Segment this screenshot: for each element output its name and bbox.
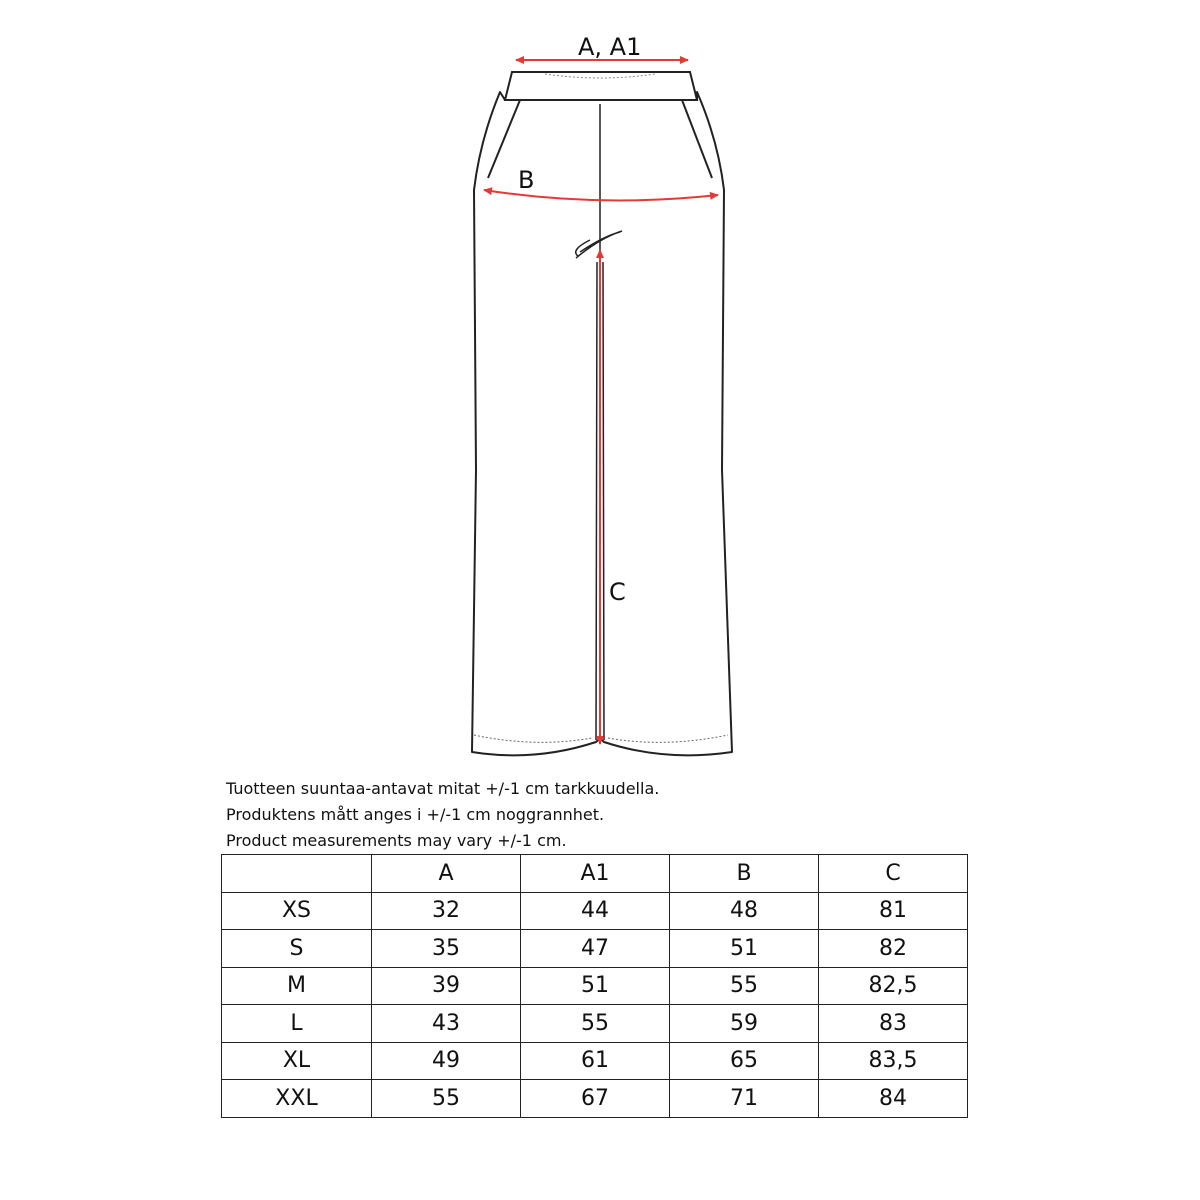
note-english: Product measurements may vary +/-1 cm. [226, 831, 567, 850]
measurement-notes [226, 776, 659, 854]
value-cell: 82 [819, 930, 968, 968]
value-cell: 81 [819, 892, 968, 930]
value-cell: 44 [521, 892, 670, 930]
table-row [222, 1042, 968, 1080]
size-cell: L [222, 1005, 372, 1043]
value-cell: 35 [372, 930, 521, 968]
value-cell: 55 [521, 1005, 670, 1043]
waistband [505, 72, 697, 100]
table-row [222, 967, 968, 1005]
note-swedish: Produktens mått anges i +/-1 cm noggrannhet. [226, 805, 605, 824]
hem-left [474, 735, 592, 742]
table-row [222, 892, 968, 930]
table-header-row [222, 855, 968, 893]
table-row [222, 1005, 968, 1043]
header-cell [222, 855, 372, 893]
table-row [222, 1080, 968, 1118]
value-cell: 82,5 [819, 967, 968, 1005]
waistband-elastic [545, 74, 655, 78]
table-row [222, 930, 968, 968]
value-cell: 65 [670, 1042, 819, 1080]
value-cell: 51 [521, 967, 670, 1005]
size-cell: XXL [222, 1080, 372, 1118]
label-hip: B [518, 166, 535, 194]
value-cell: 83,5 [819, 1042, 968, 1080]
hem-right [608, 735, 728, 742]
value-cell: 67 [521, 1080, 670, 1118]
header-cell: A [372, 855, 521, 893]
value-cell: 83 [819, 1005, 968, 1043]
size-cell: S [222, 930, 372, 968]
header-cell: A1 [521, 855, 670, 893]
size-cell: XS [222, 892, 372, 930]
size-chart-table [221, 854, 968, 1118]
value-cell: 47 [521, 930, 670, 968]
value-cell: 55 [670, 967, 819, 1005]
inner-leg-left [596, 262, 597, 740]
value-cell: 51 [670, 930, 819, 968]
value-cell: 32 [372, 892, 521, 930]
inner-leg-right [603, 262, 604, 740]
value-cell: 61 [521, 1042, 670, 1080]
label-inseam: C [609, 578, 626, 606]
value-cell: 55 [372, 1080, 521, 1118]
value-cell: 43 [372, 1005, 521, 1043]
value-cell: 84 [819, 1080, 968, 1118]
value-cell: 49 [372, 1042, 521, 1080]
label-waist: A, A1 [578, 33, 642, 61]
value-cell: 59 [670, 1005, 819, 1043]
header-cell: C [819, 855, 968, 893]
value-cell: 71 [670, 1080, 819, 1118]
pocket-right [682, 100, 712, 178]
crotch-mark [576, 231, 622, 258]
size-cell: M [222, 967, 372, 1005]
note-finnish: Tuotteen suuntaa-antavat mitat +/-1 cm tarkkuudella. [226, 779, 660, 798]
value-cell: 48 [670, 892, 819, 930]
header-cell: B [670, 855, 819, 893]
pants-outline [472, 92, 732, 755]
size-cell: XL [222, 1042, 372, 1080]
value-cell: 39 [372, 967, 521, 1005]
